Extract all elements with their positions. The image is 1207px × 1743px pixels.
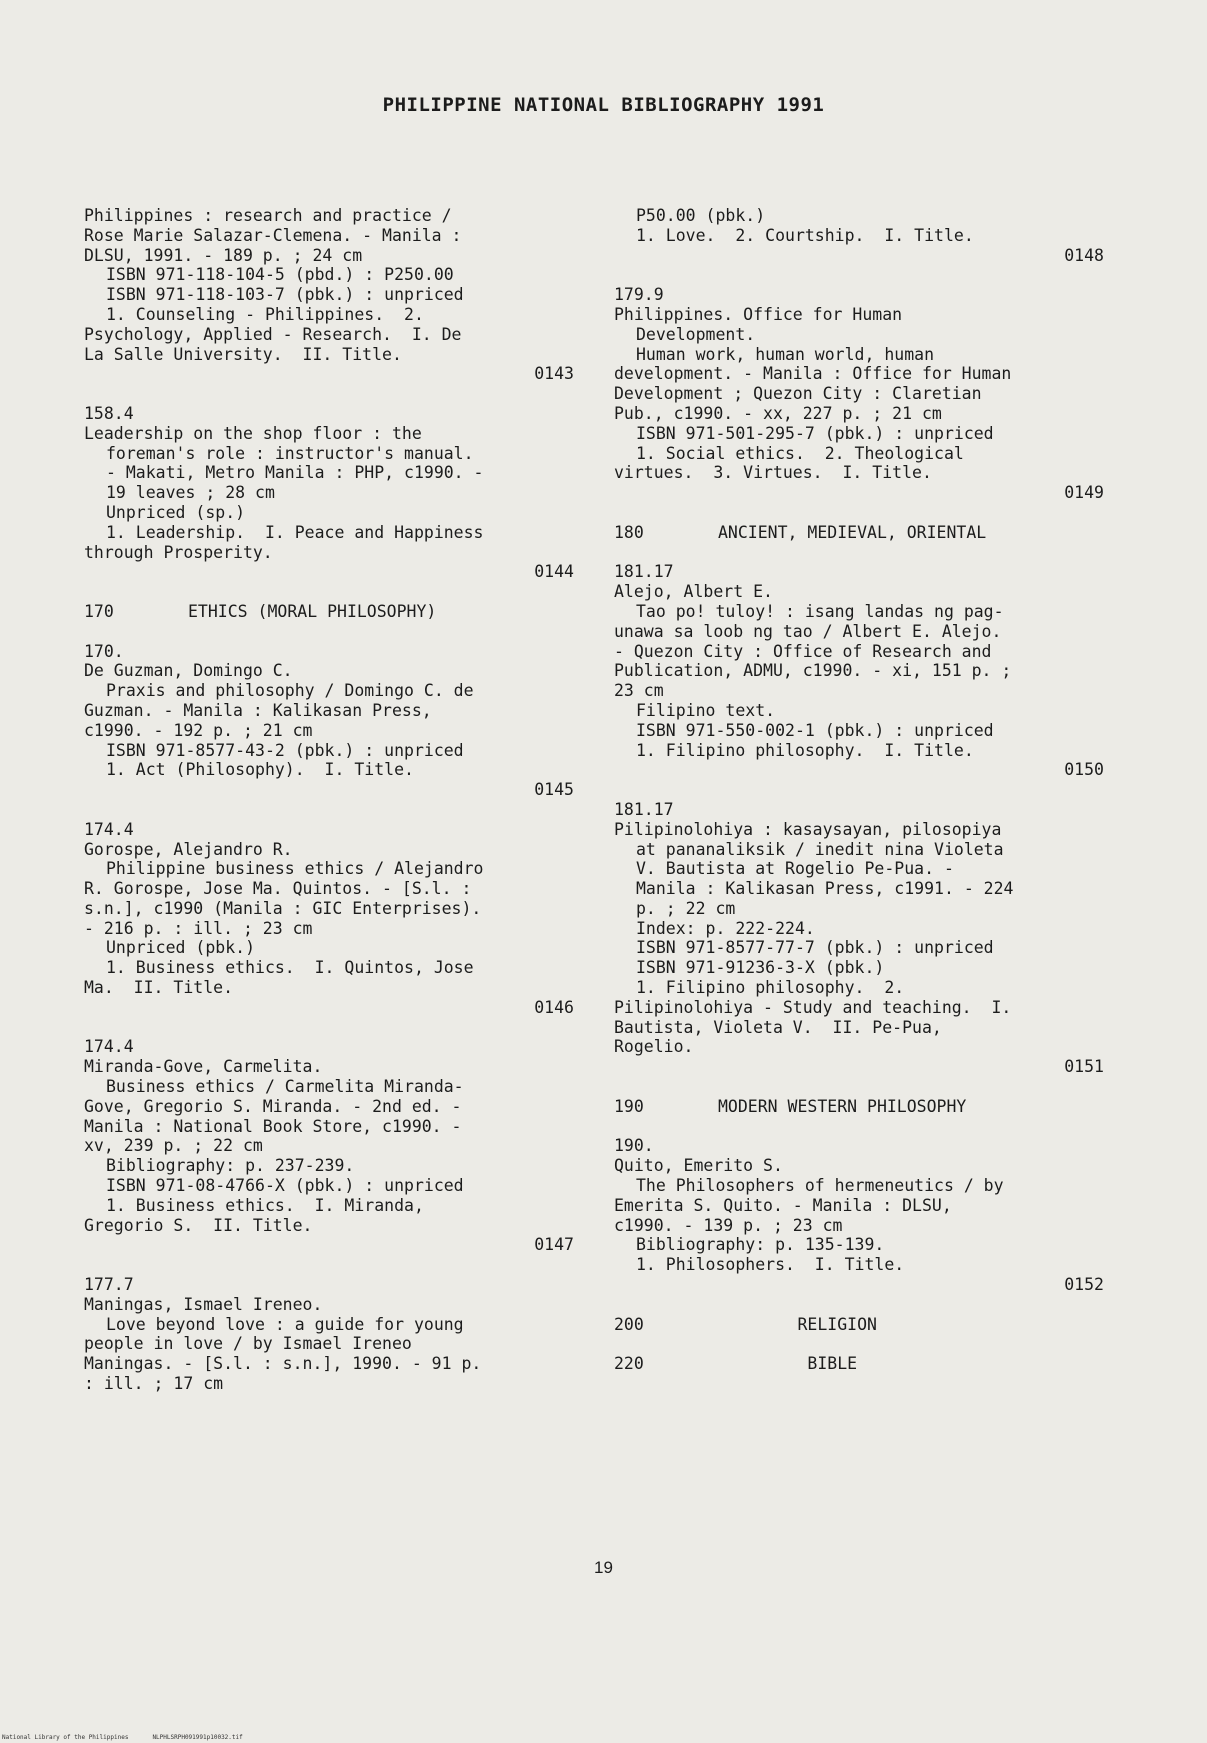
entry-line: P50.00 (pbk.) — [636, 206, 766, 225]
entry-line: 19 leaves ; 28 cm — [106, 483, 275, 503]
entry-line: ISBN 971-118-104-5 (pbd.) : P250.00 — [106, 265, 454, 285]
footer-library: National Library of the Philippines — [2, 1734, 129, 1741]
spacer — [614, 1334, 1104, 1354]
entry-line: 179.9 — [614, 285, 664, 305]
entry-line: c1990. - 192 p. ; 21 cm — [84, 720, 313, 740]
entry-number: 0148 — [1064, 245, 1104, 265]
entry-line: Philippine business ethics / Alejandro — [106, 859, 484, 879]
entry-line: Bibliography: p. 237-239. — [106, 1156, 355, 1176]
scan-footer — [2, 1734, 267, 1741]
entry-line: foreman's role : instructor's manual. — [106, 443, 474, 463]
entry-line: : ill. ; 17 cm — [84, 1374, 224, 1394]
entry-line: Emerita S. Quito. - Manila : DLSU, — [614, 1195, 952, 1215]
entry-line: Unpriced (sp.) — [106, 502, 246, 522]
entry-line: Index: p. 222-224. — [636, 918, 815, 938]
page-number: 19 — [594, 1558, 613, 1577]
entry-line: 1. Social ethics. 2. Theological — [636, 443, 964, 463]
entry-line: La Salle University. II. Title. — [84, 344, 402, 364]
entry-line: 174.4 — [84, 1037, 134, 1057]
entry-number: 0152 — [1064, 1275, 1104, 1295]
entry-line: Philippines : research and practice / — [84, 206, 452, 225]
entry-line: Miranda-Gove, Carmelita. — [84, 1057, 323, 1077]
spacer — [84, 800, 574, 820]
entry-line: 1. Filipino philosophy. 2. — [636, 978, 905, 998]
entry-line: Rose Marie Salazar-Clemena. - Manila : — [84, 225, 462, 245]
entry-line: 1. Business ethics. I. Quintos, Jose — [106, 958, 474, 978]
class-label: BIBLE — [718, 1354, 858, 1374]
entry-line: ISBN 971-8577-77-7 (pbk.) : unpriced — [636, 938, 994, 958]
class-number: 180 — [614, 522, 644, 542]
entry-line: at pananaliksik / inedit nina Violeta — [636, 839, 1004, 859]
entry-line: 174.4 — [84, 819, 134, 839]
entry-line: Pilipinolohiya - Study and teaching. I. — [614, 997, 1012, 1017]
entry-line: 181.17 — [614, 799, 674, 819]
entry-line: unawa sa loob ng tao / Albert E. Alejo. — [614, 621, 1002, 641]
class-label: MODERN WESTERN PHILOSOPHY — [718, 1096, 967, 1116]
entry-number: 0147 — [534, 1235, 574, 1255]
entry-line: 1. Philosophers. I. Title. — [636, 1255, 905, 1275]
entry-line: 23 cm — [614, 681, 664, 701]
class-number: 220 — [614, 1354, 644, 1374]
entry-line: Pub., c1990. - xx, 227 p. ; 21 cm — [614, 403, 942, 423]
entry-line: Pilipinolohiya : kasaysayan, pilosopiya — [614, 819, 1002, 839]
spacer — [614, 1077, 1104, 1097]
class-number: 170 — [84, 601, 114, 621]
entry-line: Guzman. - Manila : Kalikasan Press, — [84, 700, 432, 720]
entry-line: Publication, ADMU, c1990. - xi, 151 p. ; — [614, 661, 1012, 681]
class-heading — [614, 1097, 1104, 1117]
entry-line: Ma. II. Title. — [84, 978, 234, 998]
entry-line: ISBN 971-08-4766-X (pbk.) : unpriced — [106, 1176, 464, 1196]
spacer — [84, 582, 574, 602]
entry-number: 0146 — [534, 997, 574, 1017]
entry-line: Maningas, Ismael Ireneo. — [84, 1294, 323, 1314]
entry-line: Tao po! tuloy! : isang landas ng pag- — [636, 601, 1004, 621]
entry-line: ISBN 971-91236-3-X (pbk.) — [636, 958, 885, 978]
entry-line: s.n.], c1990 (Manila : GIC Enterprises). — [84, 898, 482, 918]
entry-number: 0150 — [1064, 760, 1104, 780]
spacer — [614, 543, 1104, 563]
entry-line: Rogelio. — [614, 1037, 694, 1057]
entry-line: ISBN 971-8577-43-2 (pbk.) : unpriced — [106, 740, 464, 760]
entry-line: development. - Manila : Office for Human — [614, 364, 1012, 384]
entry-line: Alejo, Albert E. — [614, 582, 773, 602]
entry-line: Gove, Gregorio S. Miranda. - 2nd ed. - — [84, 1096, 462, 1116]
entry-line: Gregorio S. II. Title. — [84, 1215, 313, 1235]
entry-line: 190. — [614, 1136, 654, 1156]
entry-line: Filipino text. — [636, 700, 776, 720]
class-label: ANCIENT, MEDIEVAL, ORIENTAL — [718, 522, 987, 542]
entry-line: 1. Love. 2. Courtship. I. Title. — [636, 225, 974, 245]
entry-line: ISBN 971-118-103-7 (pbk.) : unpriced — [106, 285, 464, 305]
entry-line: Human work, human world, human — [636, 344, 935, 364]
spacer — [614, 780, 1104, 800]
class-heading — [614, 523, 1104, 543]
class-heading — [614, 1354, 1104, 1374]
left-column — [84, 206, 574, 1394]
entry-line: Bautista, Violeta V. II. Pe-Pua, — [614, 1017, 942, 1037]
entry-line: Bibliography: p. 135-139. — [636, 1235, 885, 1255]
entry-line: c1990. - 139 p. ; 23 cm — [614, 1215, 843, 1235]
entry-line: Manila : Kalikasan Press, c1991. - 224 — [636, 879, 1014, 899]
entry-line: - Quezon City : Office of Research and — [614, 641, 992, 661]
entry-line: ISBN 971-550-002-1 (pbk.) : unpriced — [636, 720, 994, 740]
entry-line: - 216 p. : ill. ; 23 cm — [84, 918, 313, 938]
entry-line: 181.17 — [614, 562, 674, 582]
entry-line: Business ethics / Carmelita Miranda- — [106, 1077, 464, 1097]
entry-number: 0149 — [1064, 483, 1104, 503]
entry-line: Manila : National Book Store, c1990. - — [84, 1116, 462, 1136]
spacer — [84, 384, 574, 404]
entry-line: De Guzman, Domingo C. — [84, 661, 293, 681]
entry-line: 1. Leadership. I. Peace and Happiness — [106, 522, 484, 542]
class-heading — [84, 602, 574, 622]
class-label: ETHICS (MORAL PHILOSOPHY) — [188, 601, 437, 621]
entry-number: 0143 — [534, 364, 574, 384]
entry-line: Philippines. Office for Human — [614, 304, 903, 324]
entry-line: Development. — [636, 324, 756, 344]
page-title: PHILIPPINE NATIONAL BIBLIOGRAPHY 1991 — [382, 94, 825, 116]
entry-line: 1. Act (Philosophy). I. Title. — [106, 760, 414, 780]
entry-line: 158.4 — [84, 403, 134, 423]
entry-line: 170. — [84, 641, 124, 661]
entry-line: through Prosperity. — [84, 542, 273, 562]
entry-line: - Makati, Metro Manila : PHP, c1990. - — [106, 463, 484, 483]
spacer — [84, 1018, 574, 1038]
entry-line: Maningas. - [S.l. : s.n.], 1990. - 91 p. — [84, 1354, 482, 1374]
class-number: 190 — [614, 1096, 644, 1116]
entry-line: Psychology, Applied - Research. I. De — [84, 324, 462, 344]
entry-line: Praxis and philosophy / Domingo C. de — [106, 681, 474, 701]
entry-line: virtues. 3. Virtues. I. Title. — [614, 463, 932, 483]
spacer — [614, 265, 1104, 285]
entry-line: Gorospe, Alejandro R. — [84, 839, 293, 859]
spacer — [614, 1295, 1104, 1315]
entry-line: ISBN 971-501-295-7 (pbk.) : unpriced — [636, 423, 994, 443]
entry-line: DLSU, 1991. - 189 p. ; 24 cm — [84, 245, 363, 265]
entry-line: R. Gorospe, Jose Ma. Quintos. - [S.l. : — [84, 879, 472, 899]
entry-line: p. ; 22 cm — [636, 898, 736, 918]
entry-line: 1. Counseling - Philippines. 2. — [106, 304, 424, 324]
class-number: 200 — [614, 1314, 644, 1334]
spacer — [614, 503, 1104, 523]
right-column — [614, 206, 1104, 1374]
spacer — [614, 1117, 1104, 1137]
entry-line: 1. Filipino philosophy. I. Title. — [636, 740, 974, 760]
entry-line: people in love / by Ismael Ireneo — [84, 1334, 412, 1354]
entry-line: V. Bautista at Rogelio Pe-Pua. - — [636, 859, 954, 879]
entry-line: The Philosophers of hermeneutics / by — [636, 1176, 1004, 1196]
entry-number: 0144 — [534, 562, 574, 582]
spacer — [84, 1255, 574, 1275]
entry-line: Quito, Emerito S. — [614, 1156, 783, 1176]
entry-line: Love beyond love : a guide for young — [106, 1314, 464, 1334]
entry-line: 177.7 — [84, 1275, 134, 1295]
class-label: RELIGION — [718, 1314, 877, 1334]
entry-line: 1. Business ethics. I. Miranda, — [106, 1195, 424, 1215]
entry-line: xv, 239 p. ; 22 cm — [84, 1136, 263, 1156]
class-heading — [614, 1315, 1104, 1335]
entry-line: Unpriced (pbk.) — [106, 938, 256, 958]
entry-number: 0145 — [534, 780, 574, 800]
entry-line: Leadership on the shop floor : the — [84, 423, 422, 443]
entry-number: 0151 — [1064, 1057, 1104, 1077]
entry-line: Development ; Quezon City : Claretian — [614, 384, 982, 404]
footer-file: NLPHLSRPH091991p10032.tif — [152, 1734, 243, 1741]
spacer — [84, 622, 574, 642]
